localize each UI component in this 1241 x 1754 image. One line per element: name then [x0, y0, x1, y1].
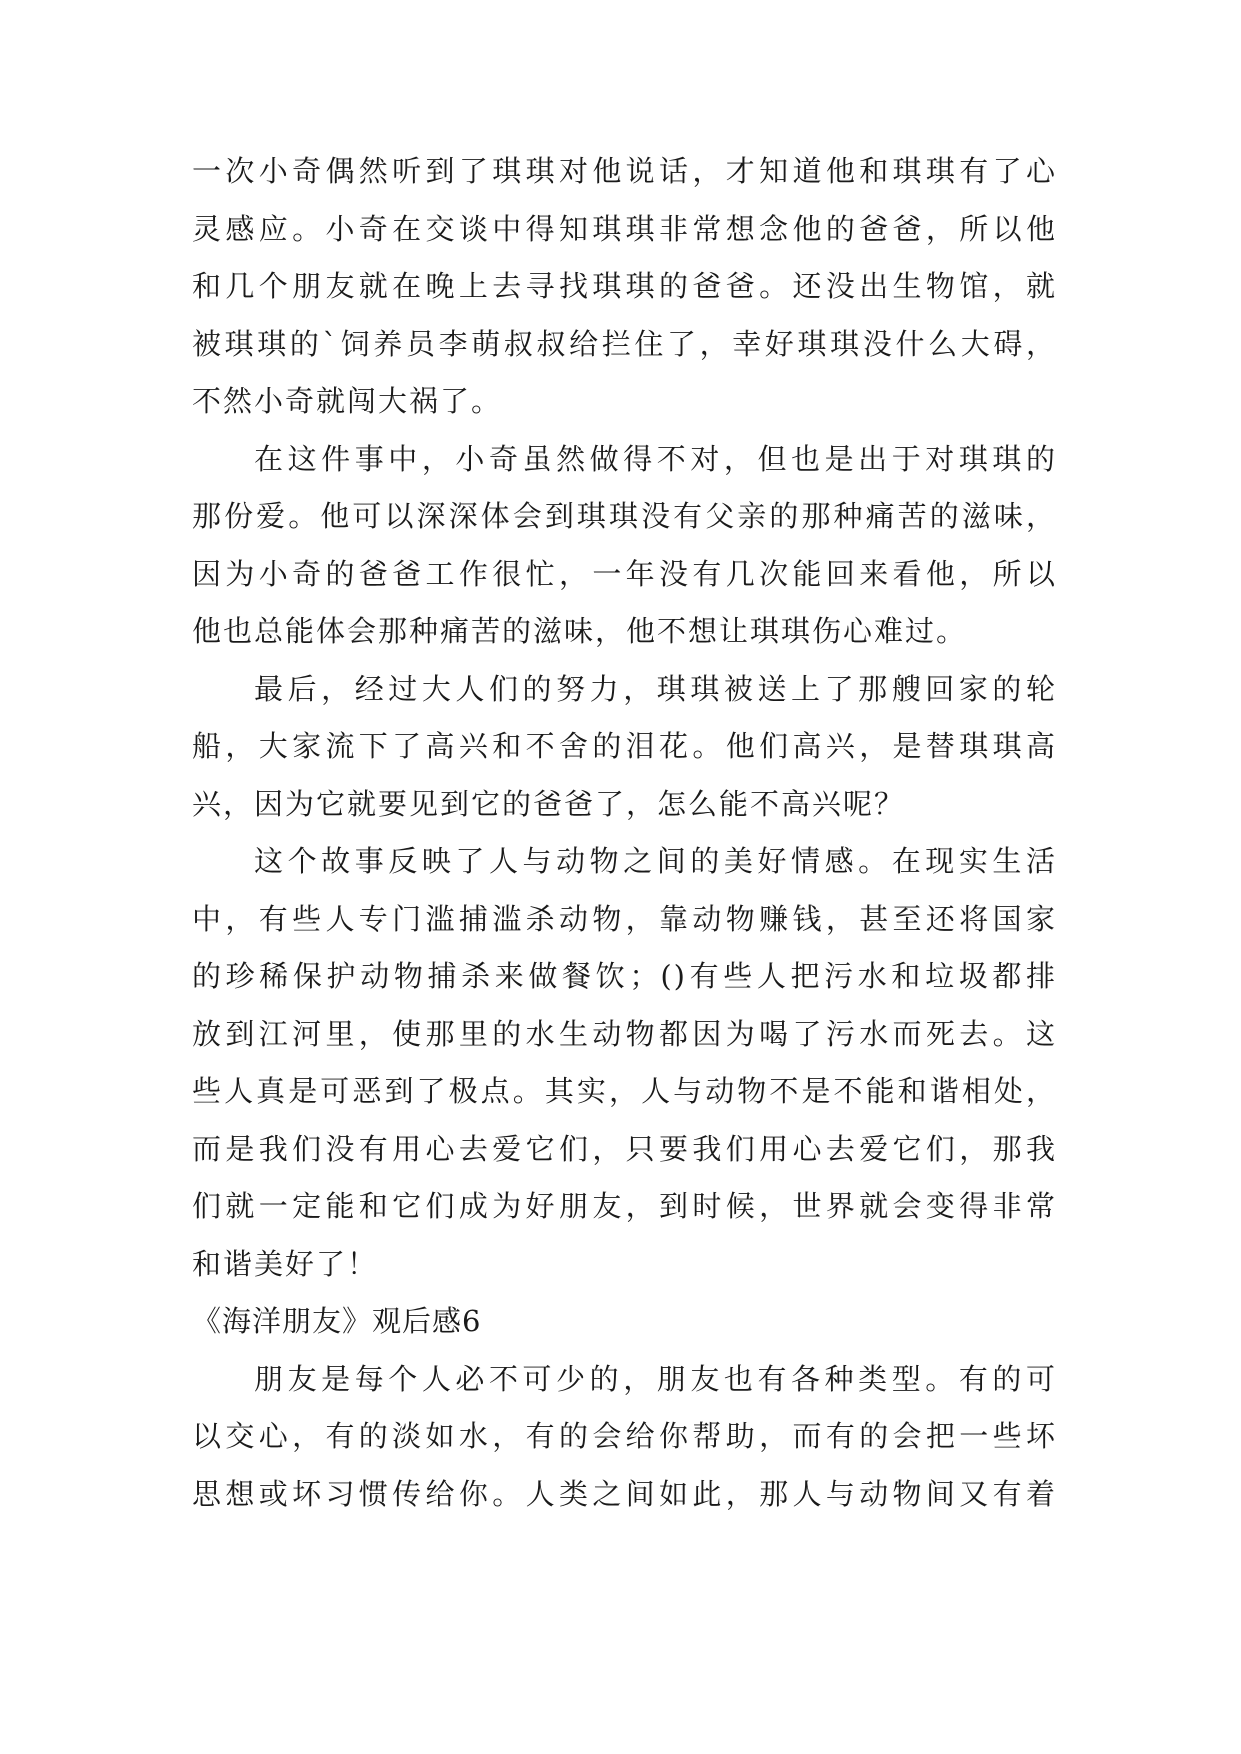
text-line: 以交心，有的淡如水，有的会给你帮助，而有的会把一些坏 — [192, 1419, 1057, 1453]
text-line: 一次小奇偶然听到了琪琪对他说话，才知道他和琪琪有了心 — [192, 154, 1057, 188]
text-line: 他也总能体会那种痛苦的滋味，他不想让琪琪伤心难过。 — [192, 614, 968, 648]
text-line: 和谐美好了！ — [192, 1246, 379, 1281]
text-line: 朋友是每个人必不可少的，朋友也有各种类型。有的可 — [254, 1361, 1057, 1396]
paragraph-5 — [192, 1351, 1057, 1524]
text-line: 船，大家流下了高兴和不舍的泪花。他们高兴，是替琪琪高 — [192, 729, 1057, 763]
text-line: 中，有些人专门滥捕滥杀动物，靠动物赚钱，甚至还将国家 — [192, 901, 1057, 936]
text-line: 和几个朋友就在晚上去寻找琪琪的爸爸。还没出生物馆，就 — [192, 269, 1057, 303]
section-heading: 《海洋朋友》观后感6 — [192, 1304, 482, 1338]
text-line: 们就一定能和它们成为好朋友，到时候，世界就会变得非常 — [192, 1189, 1057, 1223]
text-line: 放到江河里，使那里的水生动物都因为喝了污水而死去。这 — [192, 1016, 1057, 1051]
document-body — [192, 143, 1057, 1523]
paragraph-3 — [192, 661, 1057, 834]
text-line: 那份爱。他可以深深体会到琪琪没有父亲的那种痛苦的滋味， — [192, 499, 1057, 533]
text-line: 被琪琪的`饲养员李萌叔叔给拦住了，幸好琪琪没什么大碍， — [192, 326, 1057, 361]
text-line: 兴，因为它就要见到它的爸爸了，怎么能不高兴呢？ — [192, 786, 906, 821]
paragraph-4 — [192, 833, 1057, 1293]
text-line: 因为小奇的爸爸工作很忙，一年没有几次能回来看他，所以 — [192, 556, 1057, 591]
text-line: 这个故事反映了人与动物之间的美好情感。在现实生活 — [254, 844, 1057, 878]
text-line: 最后，经过大人们的努力，琪琪被送上了那艘回家的轮 — [254, 671, 1057, 706]
paragraph-1 — [192, 143, 1057, 431]
paragraph-2 — [192, 431, 1057, 661]
text-line: 不然小奇就闯大祸了。 — [192, 384, 503, 418]
text-line: 而是我们没有用心去爱它们，只要我们用心去爱它们，那我 — [192, 1131, 1057, 1166]
text-line: 的珍稀保护动物捕杀来做餐饮；()有些人把污水和垃圾都排 — [192, 959, 1057, 993]
text-line: 些人真是可恶到了极点。其实，人与动物不是不能和谐相处， — [192, 1074, 1057, 1108]
text-line: 在这件事中，小奇虽然做得不对，但也是出于对琪琪的 — [254, 441, 1057, 476]
text-line: 思想或坏习惯传给你。人类之间如此，那人与动物间又有着 — [192, 1476, 1057, 1511]
text-line: 灵感应。小奇在交谈中得知琪琪非常想念他的爸爸，所以他 — [192, 211, 1057, 246]
